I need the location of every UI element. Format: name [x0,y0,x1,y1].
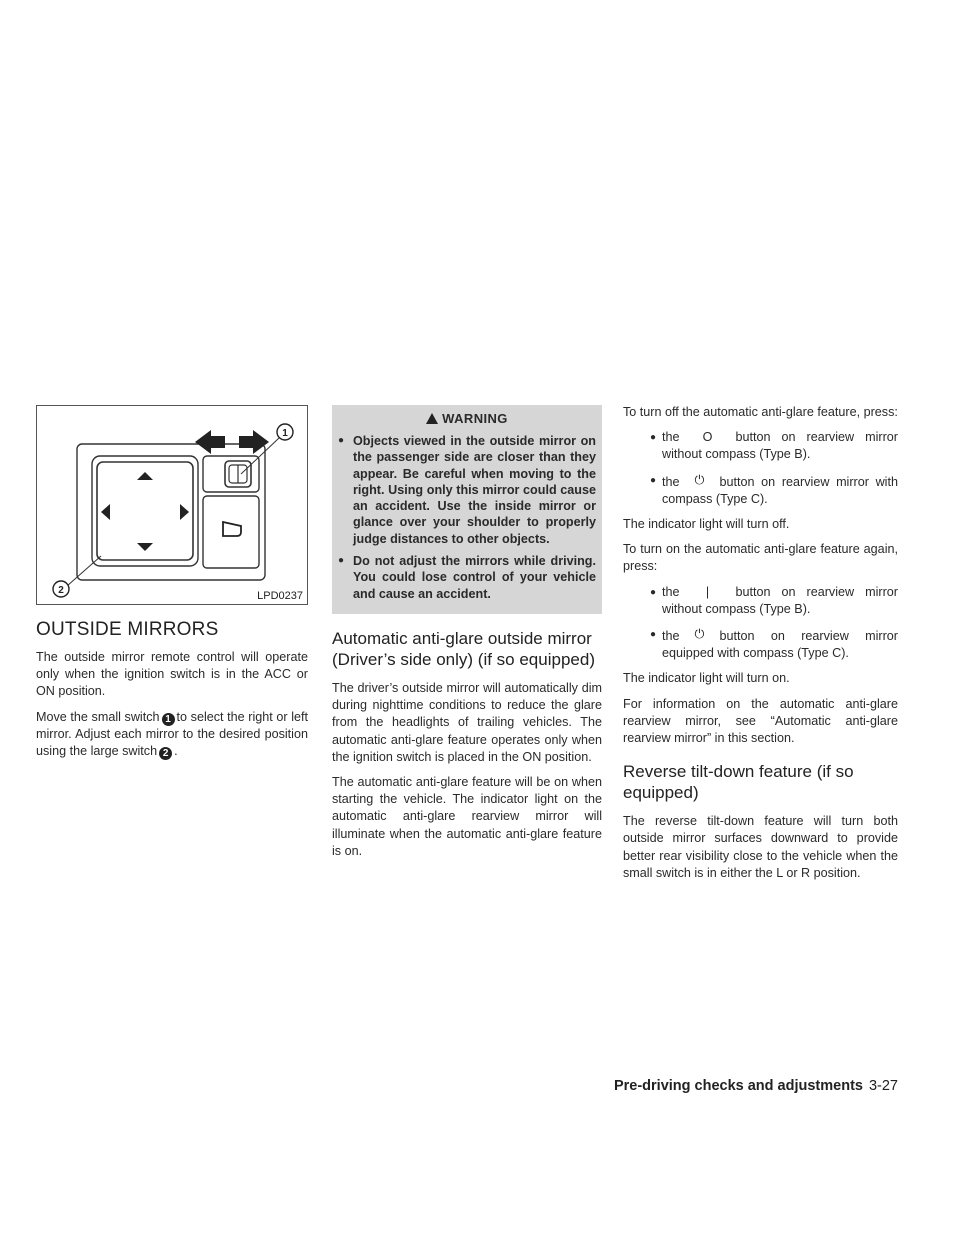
arrow-left-big-icon [195,430,225,454]
middle-column [332,405,602,868]
arrow-left-icon [101,504,110,520]
anti-glare-info: For information on the automatic anti-glare rearview mirror, see “Automatic anti-glare rearview mirror” in this section. [623,696,898,746]
anti-glare-p2: The automatic anti-glare feature will be on when starting the vehicle. The indicator light on the automatic anti-glare rearview mirror will illuminate when the automatic anti-glare feature is on. [332,774,602,858]
list-item: ● the | button on rearview mirror without compass (Type B). [650,584,898,616]
footer-section-title: Pre-driving checks and adjustments [613,1078,863,1094]
warning-list [338,433,596,602]
list-item: ● the ⏻ button on rearview mirror with compass (Type C). [650,472,898,506]
arrow-up-icon [137,472,153,480]
arrow-down-icon [137,543,153,551]
warning-item: ● Do not adjust the mirrors while driving. You could lose control of your vehicle and cause an accident. [338,553,596,602]
p2-text-a: Move the small switch [36,709,160,724]
warning-title: WARNING [442,411,508,426]
power-icon: ⏻ [694,472,705,487]
turn-off-intro: To turn off the automatic anti-glare feature, press: [623,405,898,419]
right-column [623,404,898,890]
callout-1-ref: 1 [162,713,175,726]
warning-item: ● Objects viewed in the outside mirror on the passenger side are closer than they appear. Be careful when moving to the right. Using only this mirror could cause an accident. Use the inside mirror or glance over your shoulder to properly judge distances to other objects. [338,433,596,547]
figure-code: LPD0237 [257,590,303,602]
anti-glare-p1: The driver’s outside mirror will automatically dim during nighttime conditions to reduce the glare from the headlights of trailing vehicles. The automatic anti-glare feature operates only when the ignition switch is placed in the ON position. [332,680,602,764]
p2-text-c: . [174,744,178,759]
turn-off-result: The indicator light will turn off. [623,517,790,532]
tilt-down-heading: Reverse tilt-down feature (if so equipped) [623,762,854,803]
page-number: 3-27 [868,1078,898,1094]
power-icon: ⏻ [694,627,705,642]
page-footer [614,1078,898,1094]
arrow-right-icon [180,504,189,520]
mirror-switch-illustration [37,406,307,604]
callout-2-label: 2 [58,585,64,596]
turn-on-result: The indicator light will turn on. [623,671,790,686]
callout-2-ref: 2 [159,747,172,760]
list-item: ● the ⏻ button on rearview mirror equipped with compass (Type C). [650,627,898,661]
tilt-down-p1: The reverse tilt-down feature will turn both outside mirror surfaces downward to provide better rear visibility close to the vehicle when the small switch is in either the L or R position. [623,814,898,880]
left-column [36,405,308,768]
turn-off-list [623,429,898,508]
warning-box [332,405,602,614]
outside-mirrors-p2 [36,709,308,761]
on-symbol: | [705,584,710,599]
mirror-icon [223,522,241,536]
anti-glare-heading: Automatic anti-glare outside mirror (Driver’s side only) (if so equipped) [332,628,595,669]
p2-text-b: to select the right or left mirror. Adjust each mirror to the desired position using the large switch [36,709,308,759]
list-item: ● the O button on rearview mirror without compass (Type B). [650,430,898,462]
turn-on-intro: To turn on the automatic anti-glare feature again, press: [623,542,898,574]
turn-on-list [623,584,898,663]
mirror-switch-figure [36,405,308,605]
outside-mirrors-heading: OUTSIDE MIRRORS [36,619,219,640]
callout-1-label: 1 [282,428,288,439]
warning-header [338,411,596,426]
off-symbol: O [702,430,713,445]
warning-icon [426,413,438,424]
outside-mirrors-p1: The outside mirror remote control will operate only when the ignition switch is in the ACC or ON position. [36,650,308,699]
